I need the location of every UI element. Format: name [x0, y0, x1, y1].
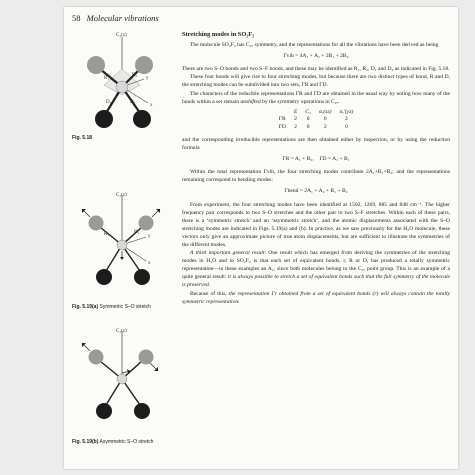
fig1-axis-z-label: C₂(z): [116, 33, 127, 38]
section-heading: Stretching modes in SO₂F₂: [182, 31, 255, 38]
figure-column: [64, 7, 182, 469]
page-number: 58: [72, 13, 81, 23]
paragraph-4: The characters of the reducible representations ΓR and ΓD are obtained in the usual way by noting how many of the bonds within a set remain unshifted by the symmetry operations in C₂ᵥ.: [182, 90, 450, 105]
figure-5-19b-caption: Fig. 5.19(b) Asymmetric S–O stretch: [72, 439, 154, 445]
equation-reduction: ΓR = A₁ + B₂, ΓD = A₁ + B₁: [282, 156, 350, 163]
fig2-axis-x-label: x: [148, 261, 151, 266]
body-text-column: [182, 31, 450, 306]
equation-gamma-vib: Γvib = 4A₁ + A₂ + 2B₁ + 2B₂: [283, 53, 349, 60]
fig3-axis-z-label: C₂(z): [116, 329, 127, 334]
figure-5-18-diagram: [64, 27, 182, 142]
paragraph-9: Because of this, the representation Γr obtained from a set of equivalent bonds (r) will always contain the totally symmetric representation.: [182, 290, 450, 305]
fig1-r2-label: R₂: [132, 73, 138, 78]
table-row: ΓD 2 0 2 0: [278, 123, 348, 130]
paragraph-7: From experiment, the four stretching modes have been identified at 1502, 1269, 885 and 848 cm⁻¹. The higher frequency pair corresponds to two S–O stretches and the other pair to two S–F stretches. Within each of these pairs, there is a ‘symmetric stretch’ and an ‘asymmetric stretch’, and the atomic displacements associated with the S–O stretching modes are indicated in Figs. 5.19(a) and (b). In practice, as we saw previously for the H₂O molecule, these vectors only give an approximate picture of true atom displacements, but are sufficient to illustrate the symmetries of the different modes.: [182, 201, 450, 248]
fig2-axis-y-label: y: [148, 234, 151, 239]
equation-gamma-bend: Γbend = 2A₁ + A₂ + B₁ + B₂: [284, 188, 348, 195]
fig2-r1-label: R₁: [104, 232, 110, 237]
fluorine-atom-2: [133, 110, 151, 128]
oxygen-atom-2: [135, 56, 153, 74]
paragraph-5: and the corresponding irreducible representations are then obtained either by inspection, or by using the reduction formula: [182, 136, 450, 152]
book-page: [64, 7, 458, 469]
fig1-axis-y-label: y: [146, 76, 149, 81]
paragraph-2: There are two S–O bonds and two S–F bonds, and these may be identified as R₁, R₂, D₁ and D₂ as indicated in Fig. 5.18.: [182, 66, 450, 73]
chapter-title: Molecular vibrations: [86, 13, 159, 23]
oxygen-atom-1: [87, 56, 105, 74]
sulfur-atom: [116, 81, 128, 93]
figure-5-19a-caption: Fig. 5.19(a) Symmetric S–O stretch: [72, 304, 151, 310]
fig2-r2-label: R₂: [134, 230, 140, 235]
fig2-axis-z-label: C₂(z): [116, 193, 127, 198]
fig1-r1-label: R₁: [104, 76, 110, 81]
figure-5-19a-diagram: [64, 189, 182, 304]
paragraph-3: These four bonds will give rise to four stretching modes, but because there are two distinct types of bond, R and D, the stretching modes can be subdivided into two sets, ΓR and ΓD.: [182, 74, 450, 89]
fig1-d1-label: D₁: [106, 100, 112, 105]
figure-5-19b-diagram: [64, 325, 182, 435]
figure-5-18-caption: Fig. 5.18: [72, 135, 93, 141]
fig1-d2-label: D₂: [130, 100, 136, 105]
paragraph-1: The molecule SO₂F₂ has C₂ᵥ symmetry, and the representations for all the vibrations have been derived as being: [190, 42, 439, 49]
fluorine-atom-1: [95, 110, 113, 128]
paragraph-6: Within the total representation Γvib, the four stretching modes contribute 2A₁+B₁+B₂; and the representations remaining correspond to bending modes:: [182, 169, 450, 184]
paragraph-8: A third important general result: One result which has emerged from deriving the symmetries of the stretching modes in H₂O and in SO₂F₂ is that each set of equivalent bonds, r, R or D, has produced a totally symmetric representation—in these examples an A₁, since both molecules belong to the C₂ᵥ point group. This is an example of a quite general result: it is always possible to stretch a set of equivalent bonds such that the full symmetry of the molecule is preserved.: [182, 250, 451, 289]
character-table: E C₂ σᵥ(xz) σᵥ′(yz) ΓR 2 0 0 2 ΓD 2 0 2 0: [275, 109, 358, 131]
fig1-axis-x-label: x: [150, 103, 153, 108]
table-row: ΓR 2 0 0 2: [278, 116, 348, 123]
